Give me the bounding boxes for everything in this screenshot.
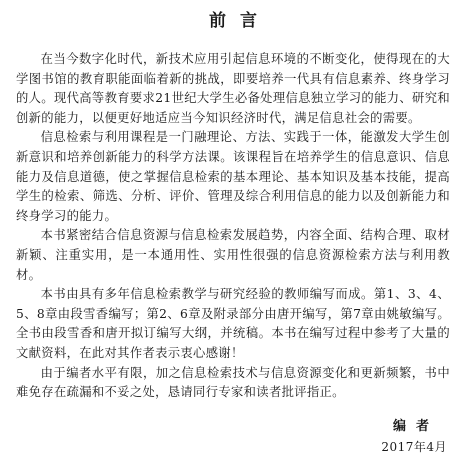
- paragraph-4: 本书由具有多年信息检索教学与研究经验的教师编写而成。第1、3、4、5、8章由段雪香编写；第2、6章及附录部分由唐开编写，第7章由姚敏编写。全书由段雪香和唐开拟订编写大纲，并统稿。本书在编写过程中参考了大量的文献资料，在此对其作者表示衷心感谢！: [16, 287, 450, 360]
- author-signature: 编者: [392, 419, 439, 434]
- date-line: 2017年4月: [381, 440, 447, 454]
- page-title: 前言: [209, 11, 271, 31]
- paragraph-5: 由于编者水平有限，加之信息检索技术与信息资源变化和更新频繁，书中难免存在疏漏和不妥之处，恳请同行专家和读者批评指正。: [16, 365, 450, 400]
- paragraph-3: 本书紧密结合信息资源与信息检索发展趋势，内容全面、结构合理、取材新颖、注重实用，是一本通用性、实用性很强的信息资源检索方法与利用教材。: [16, 228, 450, 282]
- paragraph-2: 信息检索与利用课程是一门融理论、方法、实践于一体，能激发大学生创新意识和培养创新能力的科学方法课。该课程旨在培养学生的信息意识、信息能力及信息道德，使之掌握信息检索的基本理论、基本知识及基本技能，提高学生的检索、筛选、分析、评价、管理及综合利用信息的能力以及创新能力和终身学习的能力。: [16, 130, 450, 223]
- paragraph-1: 在当今数字化时代，新技术应用引起信息环境的不断变化，使得现在的大学图书馆的教育职能面临着新的挑战，即要培养一代具有信息素养、终身学习的人。现代高等教育要求21世纪大学生必备处理信息独立学习的能力、研究和创新的能力，以便更好地适应当今知识经济时代，满足信息社会的需要。: [16, 52, 450, 125]
